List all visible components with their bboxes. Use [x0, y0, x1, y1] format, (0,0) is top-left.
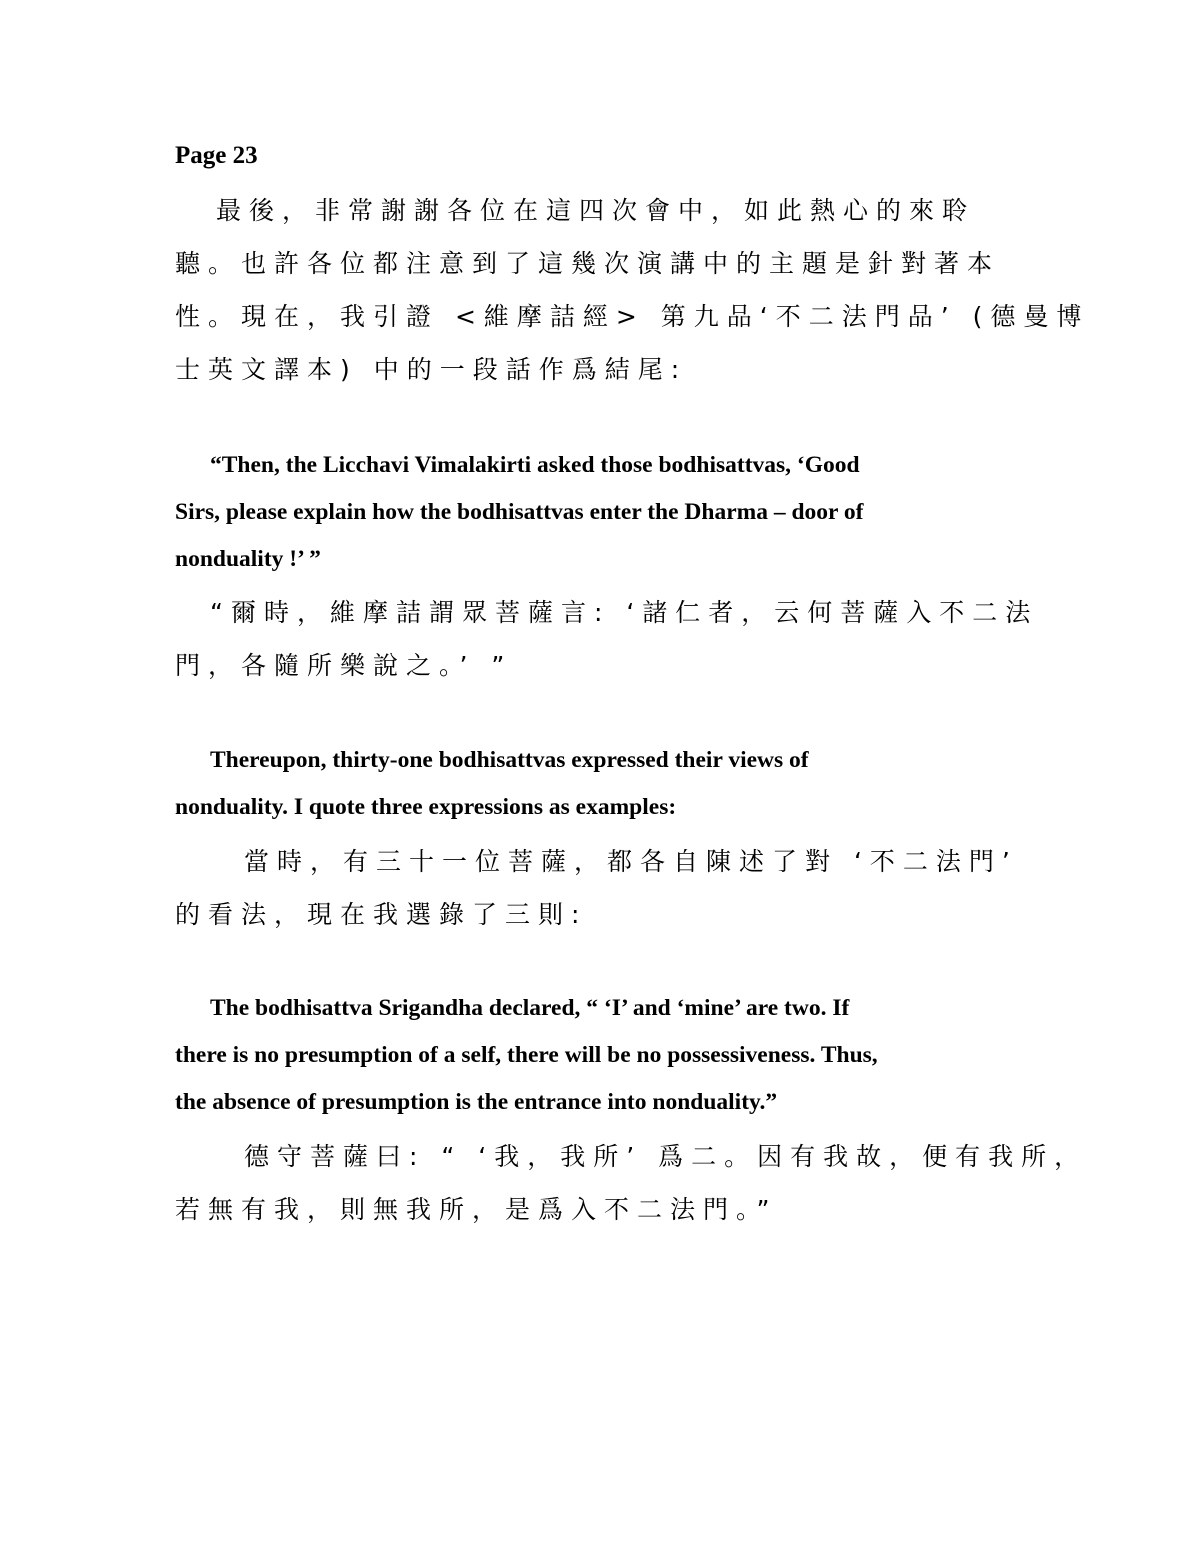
srigandha-zh-line-1: 德守菩薩曰: “ ‘我，我所’ 爲二。因有我故，便有我所，: [244, 1142, 1088, 1171]
intro-zh-line-1: 最後，非常謝謝各位在這四次會中，如此熱心的來聆: [216, 196, 976, 225]
srigandha-en-line-1: The bodhisattva Srigandha declared, “ ‘I’ and ‘mine’ are two. If: [210, 995, 850, 1021]
quote-zh-line-1: “爾時，維摩詰謂眾菩薩言: ‘諸仁者，云何菩薩入不二法: [210, 598, 1039, 627]
quote-zh-line-2: 門，各隨所樂說之。’ ”: [175, 651, 513, 680]
thereupon-zh-line-1: 當時，有三十一位菩薩，都各自陳述了對 ‘不二法門’: [244, 847, 1018, 876]
page-number: Page 23: [175, 142, 258, 169]
quote-en-line-1: “Then, the Licchavi Vimalakirti asked those bodhisattvas, ‘Good: [210, 452, 860, 478]
srigandha-zh-line-2: 若無有我，則無我所，是爲入不二法門。”: [175, 1195, 778, 1224]
srigandha-en-line-3: the absence of presumption is the entrance into nonduality.”: [175, 1089, 778, 1115]
quote-en-line-2: Sirs, please explain how the bodhisattvas enter the Dharma – door of: [175, 499, 864, 525]
quote-en-line-3: nonduality !’ ”: [175, 546, 321, 572]
thereupon-zh-line-2: 的看法，現在我選錄了三則:: [175, 900, 588, 929]
thereupon-en-line-2: nonduality. I quote three expressions as examples:: [175, 794, 677, 820]
intro-zh-line-3: 性。現在，我引證 <維摩詰經> 第九品‘不二法門品’ (德曼博: [175, 302, 1090, 331]
intro-zh-line-2: 聽。也許各位都注意到了這幾次演講中的主題是針對著本: [175, 249, 1001, 278]
intro-zh-line-4: 士英文譯本) 中的一段話作爲結尾:: [175, 355, 688, 384]
srigandha-en-line-2: there is no presumption of a self, there will be no possessiveness. Thus,: [175, 1042, 878, 1068]
thereupon-en-line-1: Thereupon, thirty-one bodhisattvas expressed their views of: [210, 747, 809, 773]
